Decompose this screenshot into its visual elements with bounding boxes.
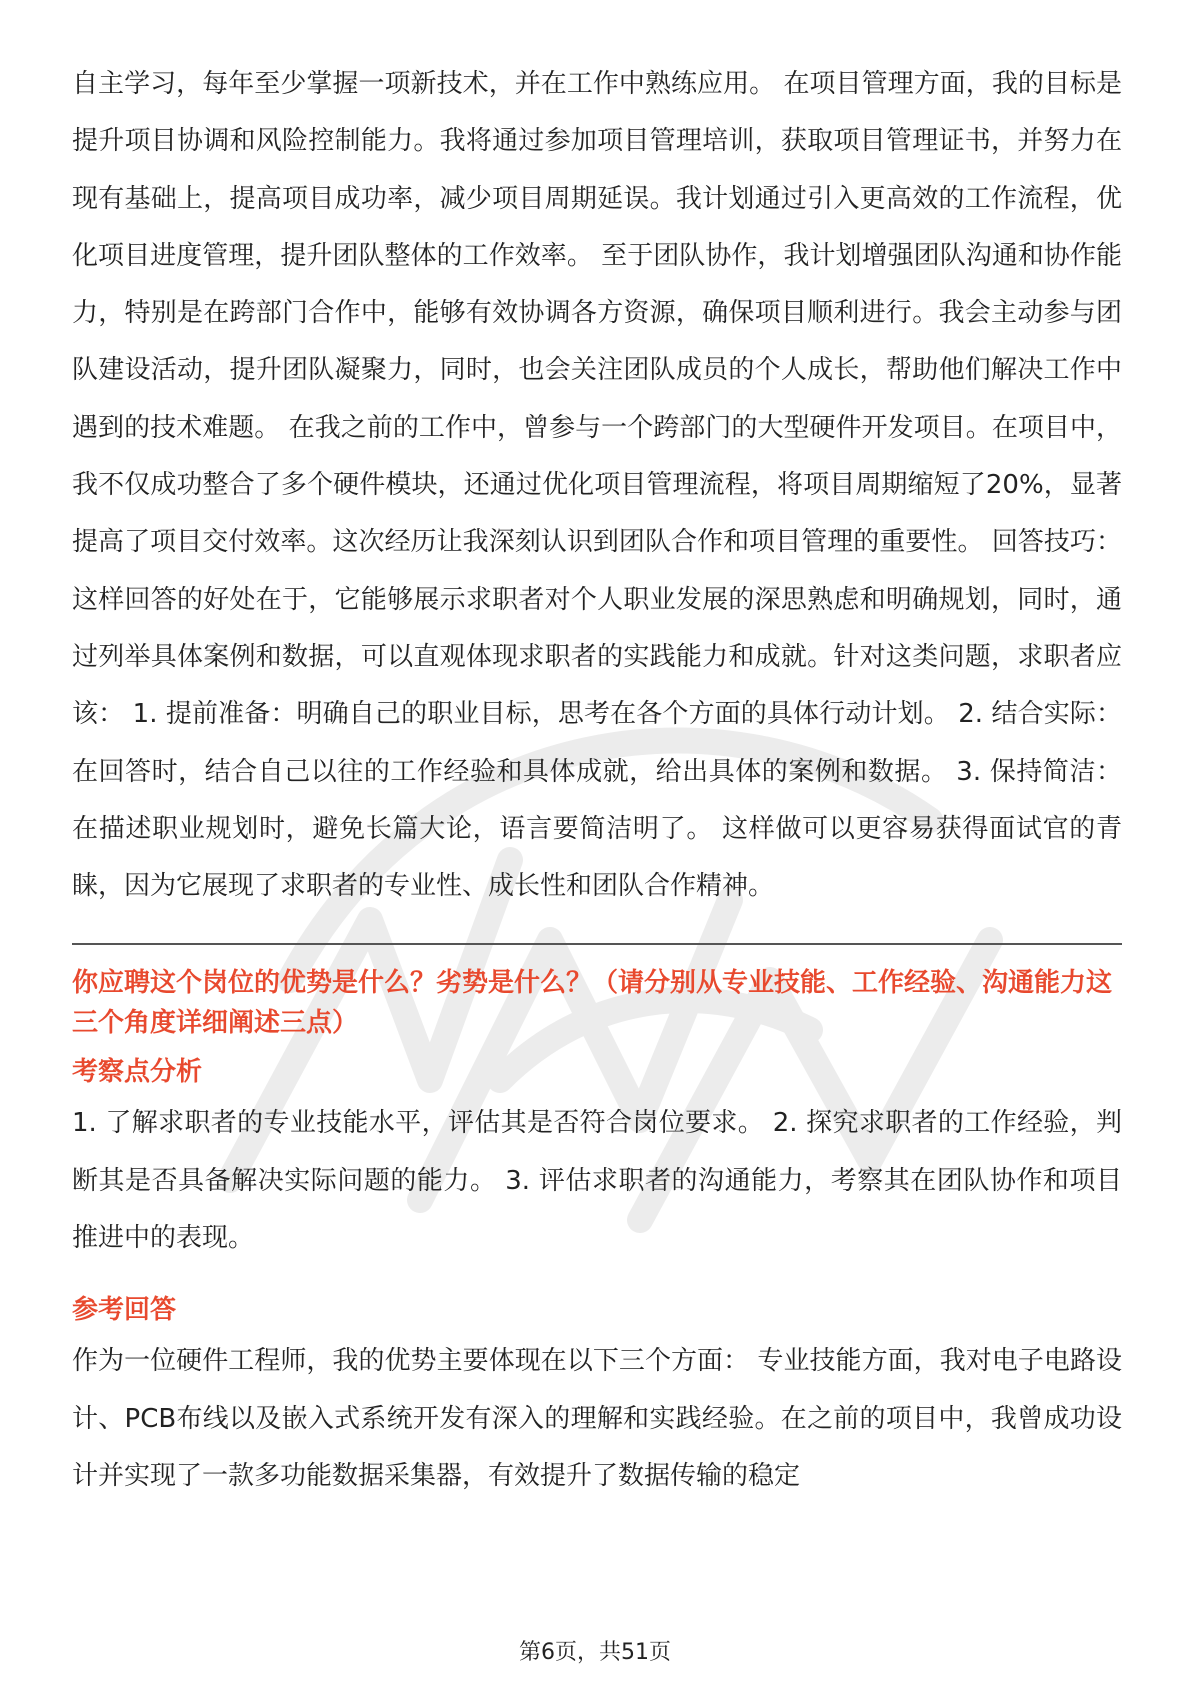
analysis-heading: 考察点分析	[72, 1057, 203, 1088]
page-number: 第6页，共51页	[519, 1640, 671, 1665]
answer-continuation-text: 自主学习，每年至少掌握一项新技术，并在工作中熟练应用。 在项目管理方面，我的目标是提升项目协调和风险控制能力。我将通过参加项目管理培训，获取项目管理证书，并努力在现有基础上，提高项目成功率，减少项目周期延误。我计划通过引入更高效的工作流程，优化项目进度管理，提升团队整体的工作效率。 至于团队协作，我计划增强团队沟通和协作能力，特别是在跨部门合作中，能够有效协调各方资源，确保项目顺利进行。我会主动参与团队建设活动，提升团队凝聚力，同时，也会关注团队成员的个人成长，帮助他们解决工作中遇到的技术难题。 在我之前的工作中，曾参与一个跨部门的大型硬件开发项目。在项目中，我不仅成功整合了多个硬件模块，还通过优化项目管理流程，将项目周期缩短了20%，显著提高了项目交付效率。这次经历让我深刻认识到团队合作和项目管理的重要性。 回答技巧： 这样回答的好处在于，它能够展示求职者对个人职业发展的深思熟虑和明确规划，同时，通过列举具体案例和数据，可以直观体现求职者的实践能力和成就。针对这类问题，求职者应该： 1. 提前准备：明确自己的职业目标，思考在各个方面的具体行动计划。 2. 结合实际：在回答时，结合自己以往的工作经验和具体成就，给出具体的案例和数据。 3. 保持简洁：在描述职业规划时，避免长篇大论，语言要简洁明了。 这样做可以更容易获得面试官的青睐，因为它展现了求职者的专业性、成长性和团队合作精神。	[72, 69, 1122, 902]
section-divider	[72, 943, 1122, 945]
question-title: 你应聘这个岗位的优势是什么？劣势是什么？（请分别从专业技能、工作经验、沟通能力这三个角度详细阐述三点）	[72, 968, 1113, 1039]
analysis-text: 1. 了解求职者的专业技能水平，评估其是否符合岗位要求。 2. 探究求职者的工作经验，判断其是否具备解决实际问题的能力。 3. 评估求职者的沟通能力，考察其在团队协作和项目推进中的表现。	[72, 1108, 1122, 1254]
main-content	[72, 56, 1122, 1505]
reference-answer-text: 作为一位硬件工程师，我的优势主要体现在以下三个方面： 专业技能方面，我对电子电路设计、PCB布线以及嵌入式系统开发有深入的理解和实践经验。在之前的项目中，我曾成功设计并实现了一款多功能数据采集器，有效提升了数据传输的稳定	[72, 1346, 1122, 1491]
reference-answer-heading: 参考回答	[72, 1295, 177, 1326]
